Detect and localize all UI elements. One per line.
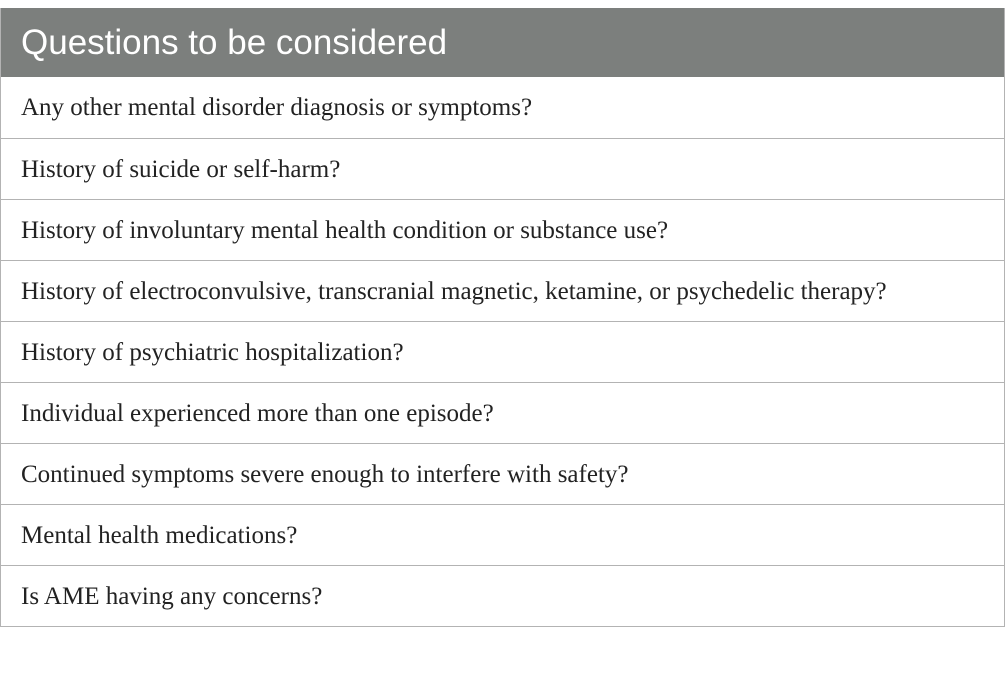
table-row: Any other mental disorder diagnosis or symptoms? [21, 94, 533, 121]
table-row: History of suicide or self-harm? [1, 138, 1004, 199]
questions-table [0, 8, 1005, 627]
table-row: History of psychiatric hospitalization? [1, 321, 1004, 382]
table-row: Mental health medications? [1, 504, 1004, 565]
table-row: Individual experienced more than one episode? [1, 382, 1004, 443]
table-body [1, 77, 1004, 626]
table-row: Continued symptoms severe enough to interfere with safety? [1, 443, 1004, 504]
table-row: Is AME having any concerns? [1, 565, 1004, 626]
table-row: History of involuntary mental health condition or substance use? [1, 199, 1004, 260]
table-header: Questions to be considered [1, 8, 1004, 77]
table-row: History of electroconvulsive, transcranial magnetic, ketamine, or psychedelic therapy? [1, 260, 1004, 321]
